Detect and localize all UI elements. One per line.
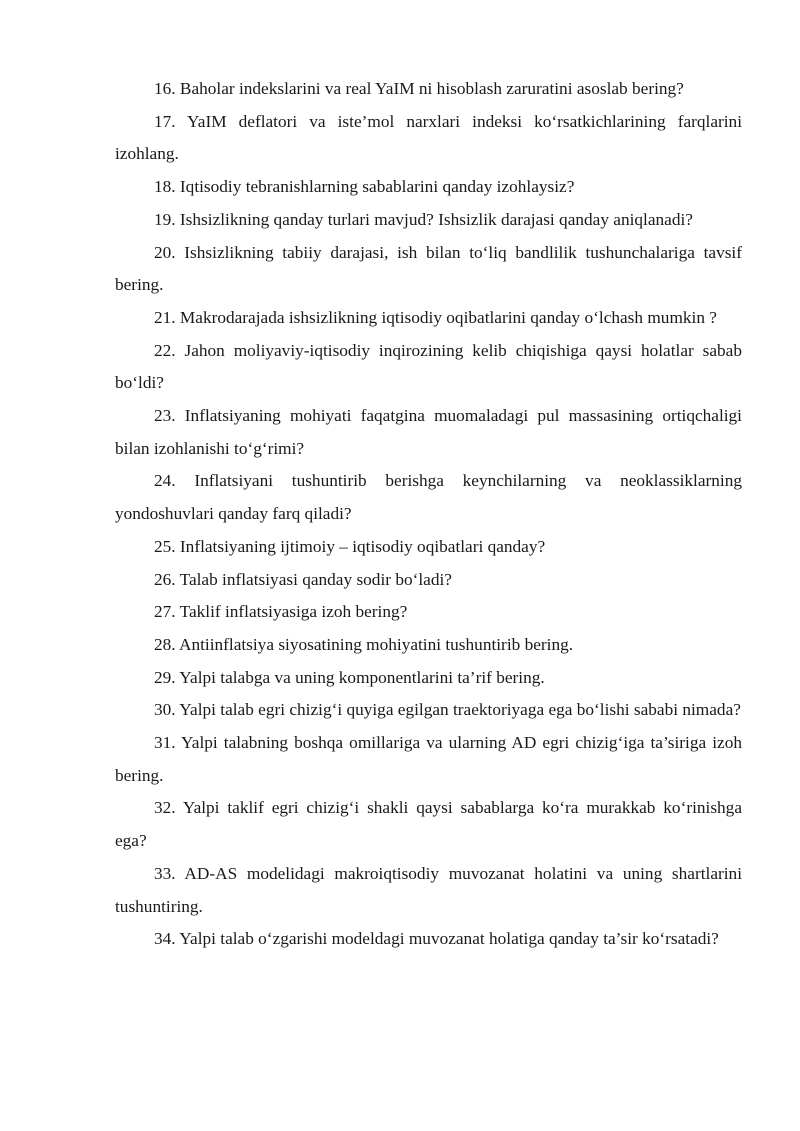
question-32: 32. Yalpi taklif egri chizig‘i shakli qaysi sabablarga ko‘ra murakkab ko‘rinishga ega?	[115, 798, 742, 851]
question-27: 27. Taklif inflatsiyasiga izoh bering?	[154, 602, 408, 622]
question-31: 31. Yalpi talabning boshqa omillariga va ularning AD egri chizig‘iga ta’siriga izoh bering.	[115, 733, 742, 785]
question-30: 30. Yalpi talab egri chizig‘i quyiga egilgan traektoriyaga ega bo‘lishi sababi nimada?	[154, 700, 741, 720]
question-29: 29. Yalpi talabga va uning komponentlarini ta’rif bering.	[154, 667, 545, 687]
question-17: 17. YaIM deflatori va iste’mol narxlari indeksi ko‘rsatkichlarining farqlarini izohlang.	[115, 111, 742, 164]
question-16: 16. Baholar indekslarini va real YaIM ni hisoblash zaruratini asoslab bering?	[154, 79, 684, 98]
question-20: 20. Ishsizlikning tabiiy darajasi, ish bilan to‘liq bandlilik tushunchalariga tavsif bering.	[115, 242, 742, 295]
question-21: 21. Makrodarajada ishsizlikning iqtisodiy oqibatlarini qanday o‘lchash mumkin ?	[154, 307, 717, 327]
question-18: 18. Iqtisodiy tebranishlarning sabablarini qanday izohlaysiz?	[154, 177, 575, 197]
question-26: 26. Talab inflatsiyasi qanday sodir bo‘ladi?	[154, 569, 452, 589]
question-33: 33. AD-AS modelidagi makroiqtisodiy muvozanat holatini va uning shartlarini tushuntiring.	[115, 863, 742, 916]
question-24: 24. Inflatsiyani tushuntirib berishga keynchilarning va neoklassiklarning yondoshuvlari qanday farq qiladi?	[115, 471, 742, 524]
question-25: 25. Inflatsiyaning ijtimoiy – iqtisodiy oqibatlari qanday?	[154, 536, 546, 556]
question-28: 28. Antiinflatsiya siyosatining mohiyatini tushuntirib bering.	[154, 634, 574, 654]
question-19: 19. Ishsizlikning qanday turlari mavjud? Ishsizlik darajasi qanday aniqlanadi?	[154, 209, 693, 229]
question-list	[115, 73, 742, 956]
question-23: 23. Inflatsiyaning mohiyati faqatgina muomaladagi pul massasining ortiqchaligi bilan izohlanishi to‘g‘rimi?	[115, 406, 742, 458]
question-34: 34. Yalpi talab o‘zgarishi modeldagi muvozanat holatiga qanday ta’sir ko‘rsatadi?	[154, 929, 719, 949]
question-22: 22. Jahon moliyaviy-iqtisodiy inqirozining kelib chiqishiga qaysi holatlar sabab bo‘ldi?	[115, 340, 742, 393]
